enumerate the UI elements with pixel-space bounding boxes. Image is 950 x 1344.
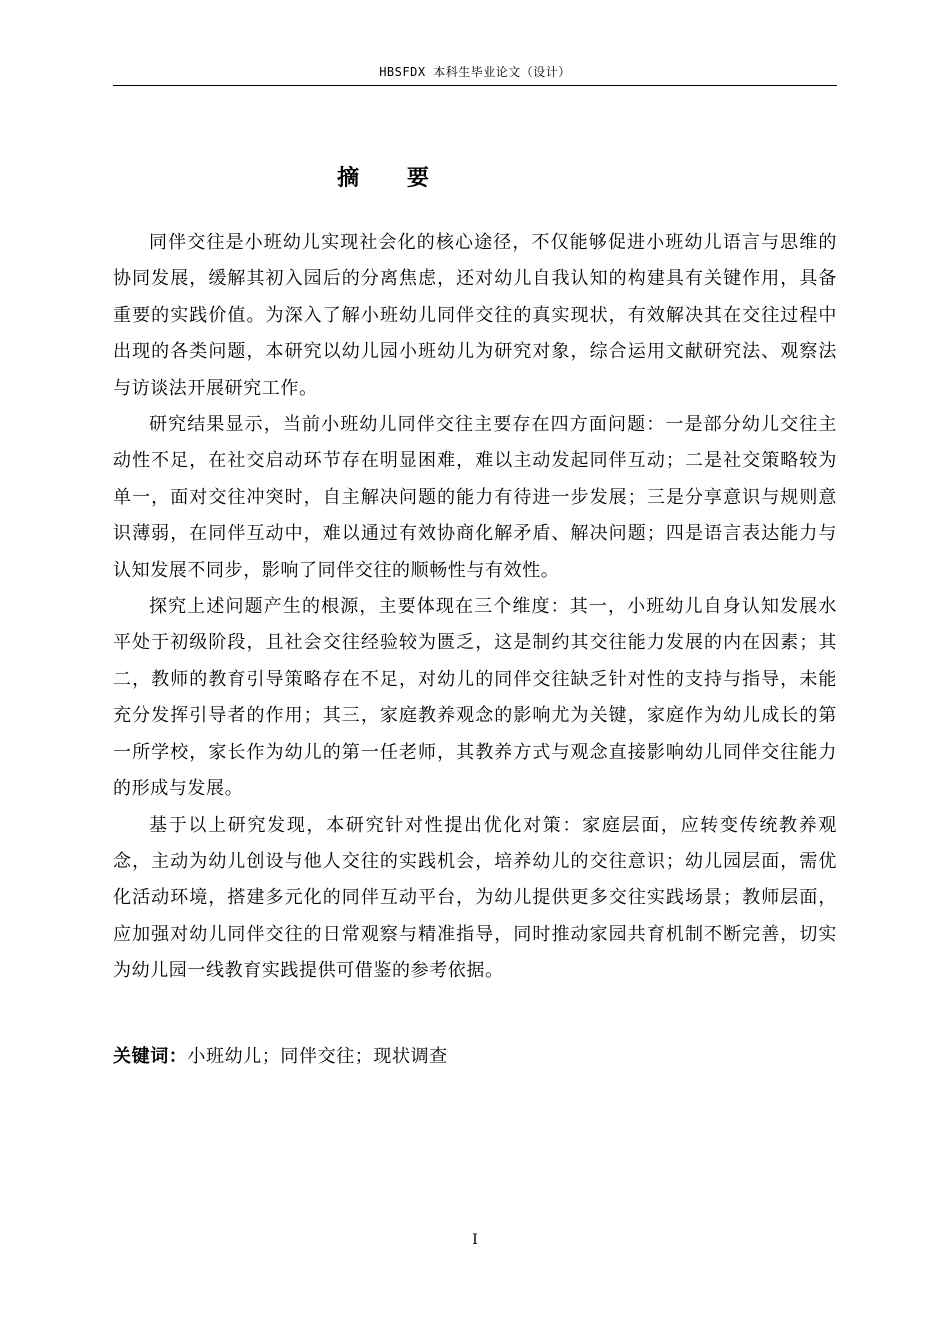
keywords-value: 小班幼儿；同伴交往；现状调查 [187,1046,448,1067]
keywords-line [113,1039,837,1075]
running-header: HBSFDX 本科生毕业论文（设计） [379,65,571,79]
header-divider [113,85,837,86]
abstract-title: 摘 要 [337,166,449,191]
abstract-paragraph-2: 研究结果显示，当前小班幼儿同伴交往主要存在四方面问题：一是部分幼儿交往主动性不足，在社交启动环节存在明显困难，难以主动发起同伴互动；二是社交策略较为单一，面对交往冲突时，自主解决问题的能力有待进一步发展；三是分享意识与规则意识薄弱，在同伴互动中，难以通过有效协商化解矛盾、解决问题；四是语言表达能力与认知发展不同步，影响了同伴交往的顺畅性与有效性。 [113,414,837,581]
abstract-body [113,225,837,990]
page-number: I [472,1232,478,1248]
keywords-label: 关键词： [113,1046,188,1067]
abstract-paragraph-4: 基于以上研究发现，本研究针对性提出优化对策：家庭层面，应转变传统教养观念，主动为幼儿创设与他人交往的实践机会，培养幼儿的交往意识；幼儿园层面，需优化活动环境，搭建多元化的同伴互动平台，为幼儿提供更多交往实践场景；教师层面，应加强对幼儿同伴交往的日常观察与精准指导，同时推动家园共育机制不断完善，切实为幼儿园一线教育实践提供可借鉴的参考依据。 [113,814,837,982]
abstract-paragraph-3: 探究上述问题产生的根源，主要体现在三个维度：其一，小班幼儿自身认知发展水平处于初级阶段，且社会交往经验较为匮乏，这是制约其交往能力发展的内在因素；其二，教师的教育引导策略存在不足，对幼儿的同伴交往缺乏针对性的支持与指导，未能充分发挥引导者的作用；其三，家庭教养观念的影响尤为关键，家庭作为幼儿成长的第一所学校，家长作为幼儿的第一任老师，其教养方式与观念直接影响幼儿同伴交往能力的形成与发展。 [113,596,837,800]
abstract-paragraph-1: 同伴交往是小班幼儿实现社会化的核心途径，不仅能够促进小班幼儿语言与思维的协同发展，缓解其初入园后的分离焦虑，还对幼儿自我认知的构建具有关键作用，具备重要的实践价值。为深入了解小班幼儿同伴交往的真实现状，有效解决其在交往过程中出现的各类问题，本研究以幼儿园小班幼儿为研究对象，综合运用文献研究法、观察法与访谈法开展研究工作。 [113,232,837,399]
